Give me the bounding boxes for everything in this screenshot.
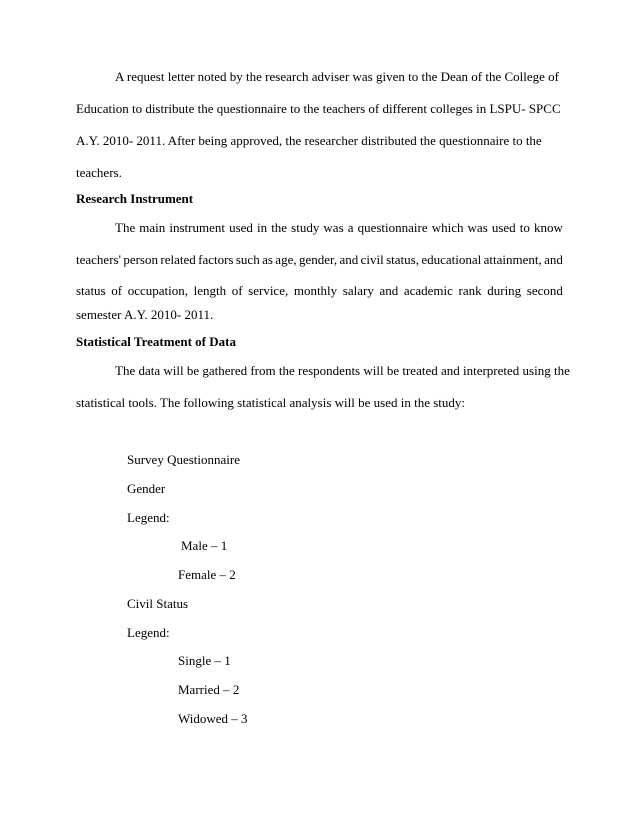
civil-legend-label: Legend: xyxy=(127,625,170,640)
paragraph-1-line-1: A request letter noted by the research adviser was given to the Dean of the College of xyxy=(115,69,560,84)
word: salary xyxy=(342,283,374,298)
word: a xyxy=(347,220,354,235)
word: in xyxy=(256,220,268,235)
word: used xyxy=(491,220,516,235)
word: study xyxy=(291,220,320,235)
paragraph-3-line-1: The data will be gathered from the respondents will be treated and interpreted using the xyxy=(115,363,570,378)
paragraph-3-line-2: statistical tools. The following statistical analysis will be used in the study: xyxy=(76,395,465,410)
word: and xyxy=(544,252,563,267)
word: status xyxy=(76,283,106,298)
word: length xyxy=(193,283,227,298)
word: gender, xyxy=(298,252,338,267)
word: status, xyxy=(386,252,419,267)
word: person xyxy=(123,252,158,267)
word: and xyxy=(379,283,399,298)
word: of xyxy=(231,283,243,298)
word: teachers' xyxy=(76,252,121,267)
word: monthly xyxy=(293,283,338,298)
word: academic xyxy=(403,283,453,298)
word: rank xyxy=(458,283,482,298)
word: which xyxy=(431,220,464,235)
paragraph-2-line-4: semester A.Y. 2010- 2011. xyxy=(76,307,214,322)
paragraph-2-line-2 xyxy=(76,252,563,268)
word: of xyxy=(111,283,123,298)
word: educational xyxy=(421,252,482,267)
heading-statistical-treatment: Statistical Treatment of Data xyxy=(76,334,236,349)
word: related xyxy=(160,252,196,267)
paragraph-2-line-3 xyxy=(76,283,563,299)
word: the xyxy=(271,220,288,235)
word: factors xyxy=(198,252,234,267)
paragraph-1-line-4: teachers. xyxy=(76,165,122,180)
word: instrument xyxy=(169,220,225,235)
word: second xyxy=(526,283,563,298)
gender-item-male: Male – 1 xyxy=(181,538,228,553)
word: The xyxy=(115,220,136,235)
paragraph-1-line-2: Education to distribute the questionnaire to the teachers of different colleges in LSPU- SPCC xyxy=(76,101,561,116)
heading-research-instrument: Research Instrument xyxy=(76,191,194,206)
gender-item-female: Female – 2 xyxy=(178,567,236,582)
paragraph-1-line-3: A.Y. 2010- 2011. After being approved, the researcher distributed the questionnaire to the xyxy=(76,133,542,148)
word: to xyxy=(519,220,530,235)
word: was xyxy=(467,220,488,235)
gender-label: Gender xyxy=(127,481,166,496)
civil-status-label: Civil Status xyxy=(127,596,189,611)
word: such xyxy=(235,252,260,267)
word: service, xyxy=(248,283,289,298)
word: main xyxy=(139,220,166,235)
gender-legend-label: Legend: xyxy=(127,510,170,525)
word: know xyxy=(533,220,563,235)
word: attainment, xyxy=(483,252,542,267)
civil-item-single: Single – 1 xyxy=(178,653,231,668)
survey-title: Survey Questionnaire xyxy=(127,452,241,467)
word: questionnaire xyxy=(357,220,428,235)
word: civil xyxy=(360,252,384,267)
civil-item-married: Married – 2 xyxy=(178,682,240,697)
word: occupation, xyxy=(127,283,188,298)
word: during xyxy=(487,283,522,298)
word: was xyxy=(323,220,344,235)
word: and xyxy=(339,252,359,267)
word: used xyxy=(229,220,253,235)
civil-item-widowed: Widowed – 3 xyxy=(178,711,248,726)
word: age, xyxy=(275,252,297,267)
paragraph-2-line-1 xyxy=(115,220,563,236)
word: as xyxy=(262,252,273,267)
